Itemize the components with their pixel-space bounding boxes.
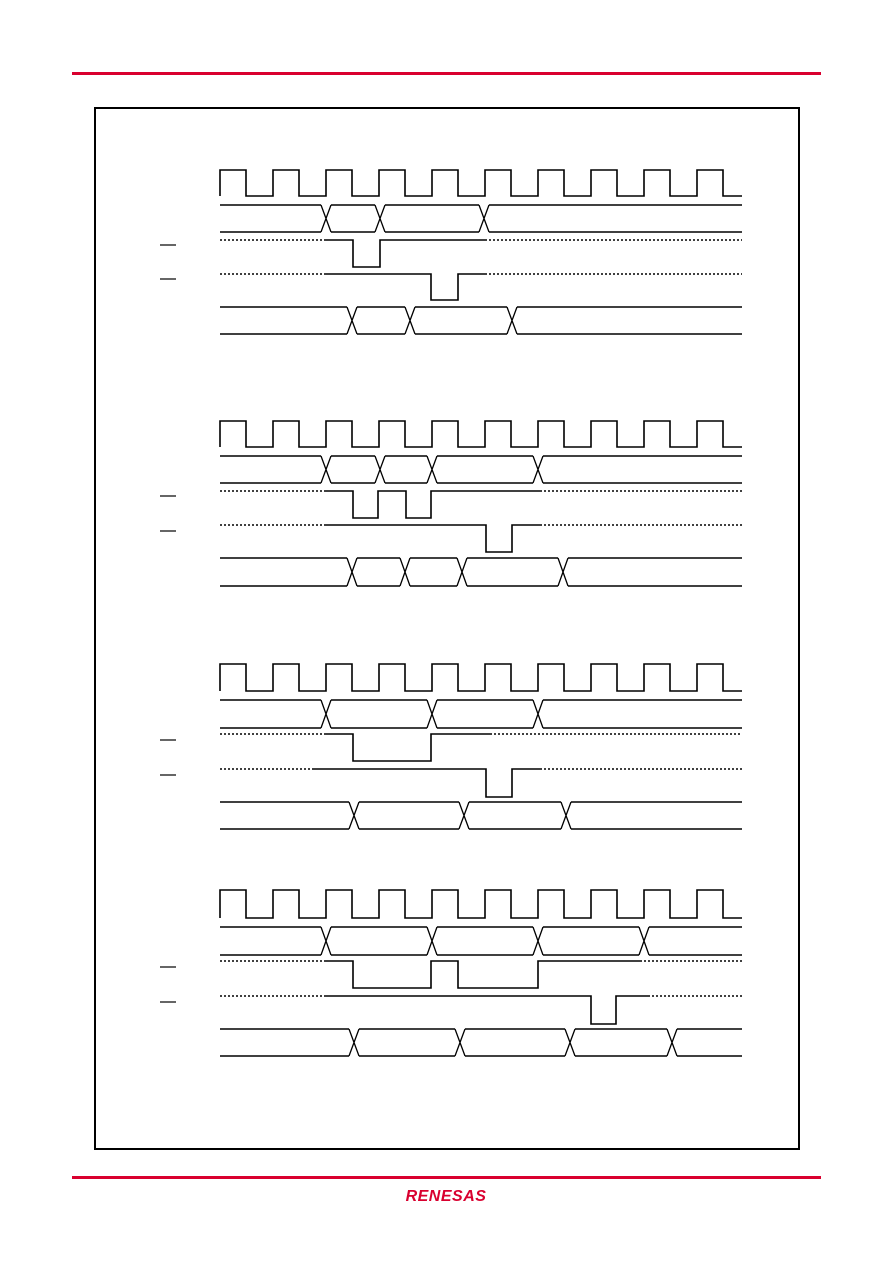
data-bus-transition xyxy=(405,307,415,334)
address-bus-transition xyxy=(321,927,331,955)
data-bus-transition xyxy=(561,802,571,829)
data-bus-transition xyxy=(558,558,568,586)
data-bus-transition xyxy=(349,1029,359,1056)
address-bus-transition xyxy=(375,456,385,483)
footer-rule xyxy=(72,1176,821,1179)
data-bus-transition xyxy=(347,558,357,586)
clock-waveform xyxy=(220,170,742,196)
address-bus-transition xyxy=(533,456,543,483)
strobe-a-waveform xyxy=(326,734,490,761)
address-bus-transition xyxy=(321,700,331,728)
strobe-a-waveform xyxy=(326,961,640,988)
timing-panel-3 xyxy=(160,664,742,829)
timing-panel-4 xyxy=(160,890,742,1056)
clock-waveform xyxy=(220,890,742,918)
strobe-a-waveform xyxy=(326,240,485,267)
data-bus-transition xyxy=(349,802,359,829)
data-bus-transition xyxy=(400,558,410,586)
address-bus-transition xyxy=(321,205,331,232)
strobe-b-waveform xyxy=(314,769,540,797)
address-bus-transition xyxy=(479,205,489,232)
data-bus-transition xyxy=(347,307,357,334)
data-bus-transition xyxy=(455,1029,465,1056)
address-bus-transition xyxy=(533,927,543,955)
address-bus-transition xyxy=(427,456,437,483)
data-bus-transition xyxy=(459,802,469,829)
address-bus-transition xyxy=(375,205,385,232)
clock-waveform xyxy=(220,664,742,691)
data-bus-transition xyxy=(565,1029,575,1056)
address-bus-transition xyxy=(639,927,649,955)
address-bus-transition xyxy=(427,927,437,955)
timing-panel-2 xyxy=(160,421,742,586)
clock-waveform xyxy=(220,421,742,447)
data-bus-transition xyxy=(667,1029,677,1056)
strobe-b-waveform xyxy=(326,996,648,1024)
address-bus-transition xyxy=(533,700,543,728)
address-bus-transition xyxy=(321,456,331,483)
strobe-a-waveform xyxy=(326,491,540,518)
timing-panel-1 xyxy=(160,170,742,334)
renesas-logo: RENESAS xyxy=(405,1188,487,1205)
data-bus-transition xyxy=(507,307,517,334)
data-bus-transition xyxy=(457,558,467,586)
strobe-b-waveform xyxy=(326,274,485,300)
strobe-b-waveform xyxy=(326,525,540,552)
address-bus-transition xyxy=(427,700,437,728)
